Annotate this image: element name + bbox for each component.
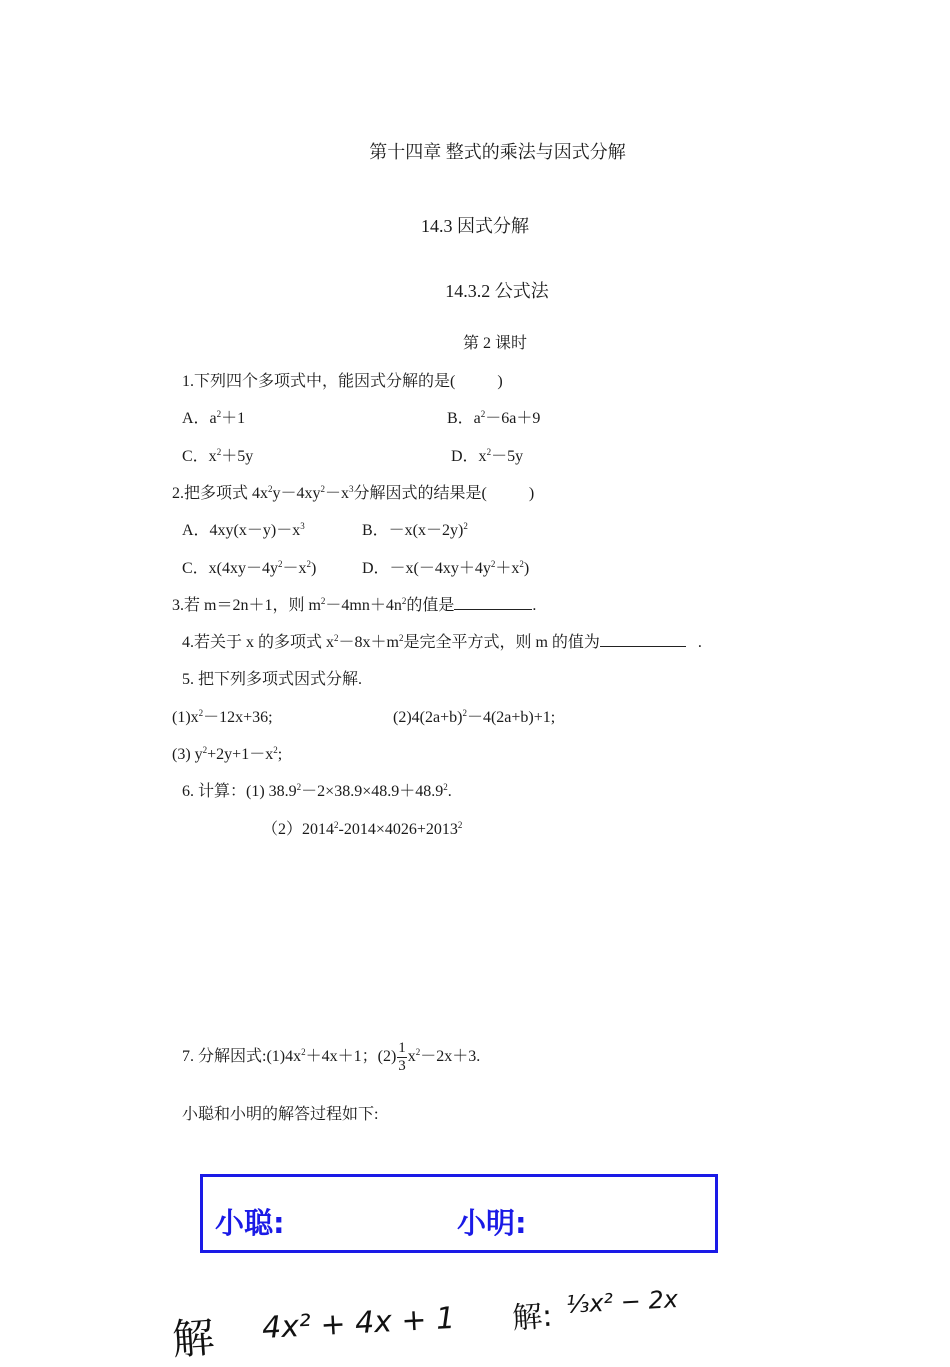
q2-option-d: D．$-x(-4xy+4y^2+x^2)$ [362,559,530,577]
q6-part-2: $(2)2014^2-2014\times 4026+2013^2$ [262,820,463,838]
q4: 4.若关于 x 的多项式 $x^2-8x+m^2$是完全平方式，则 m 的值为 . [182,633,702,651]
handwritten-left-jie: 解 [170,1312,216,1365]
q1-stem-text: 1.下列四个多项式中，能因式分解的是( [182,373,456,390]
section-title: 14.3 因式分解 [421,216,529,236]
q1-option-a: A．$a^2+1$ [182,409,246,427]
q1-option-b: B．$a^2-6a+9$ [447,409,541,427]
q4-answer-blank [600,632,686,647]
q5-part-1: $(1)x^2-12x+36$; [172,708,273,726]
subsection-title: 14.3.2 公式法 [445,281,549,301]
solution-header-box [200,1174,718,1253]
q2-stem: 2.把多项式 $4x^2y-4xy^2-x^3$分解因式的结果是( ) [172,484,535,502]
q1-option-c: C．$x^2+5y$ [182,447,254,465]
q2-option-b: B．$-x(x-2y)^2$ [362,521,468,539]
q1-option-d: D．$x^2-5y$ [451,447,524,465]
q1-stem-close: ) [497,373,503,390]
q7-intro: 小聪和小明的解答过程如下: [182,1106,379,1123]
q6-part-1: 6. 计算：(1) $38.9^2-2\times 38.9\times 48.9+48.9^2$. [182,782,452,800]
chapter-title: 第十四章 整式的乘法与因式分解 [369,142,626,162]
xiaoming-label: 小明: [457,1206,527,1240]
q3: 3.若 m＝2n＋1，则 $m^2-4mn+4n^2$的值是 . [172,596,537,614]
handwritten-right-expression: ⅓x² − 2x [565,1285,679,1319]
q7-stem: 7. 分解因式$:(1)4x^2+4x+1$；(2) $\frac{1}{3}$ $x^2-2x+3$. [182,1040,481,1074]
q1-stem [182,368,503,391]
q5-part-3: (3) $y^2+2y+1-x^2$; [172,745,283,763]
q2-option-c: C．$x(4xy-4y^2-x^2)$ [182,559,317,577]
handwritten-left-expression: 4x² + 4x + 1 [261,1300,457,1347]
lesson-label: 第 2 课时 [462,335,527,352]
xiaocong-label: 小聪: [215,1206,285,1240]
q3-answer-blank [454,595,532,610]
q5-part-2: $(2)4(2a+b)^2-4(2a+b)+1$; [393,708,556,726]
q2-option-a: A．$4xy(x-y)-x^3$ [182,521,305,539]
q7-fraction: $\frac{1}{3}$ [398,1040,406,1074]
handwritten-right-jie: 解: [511,1298,554,1337]
q5-stem: 5. 把下列多项式因式分解. [182,671,363,688]
